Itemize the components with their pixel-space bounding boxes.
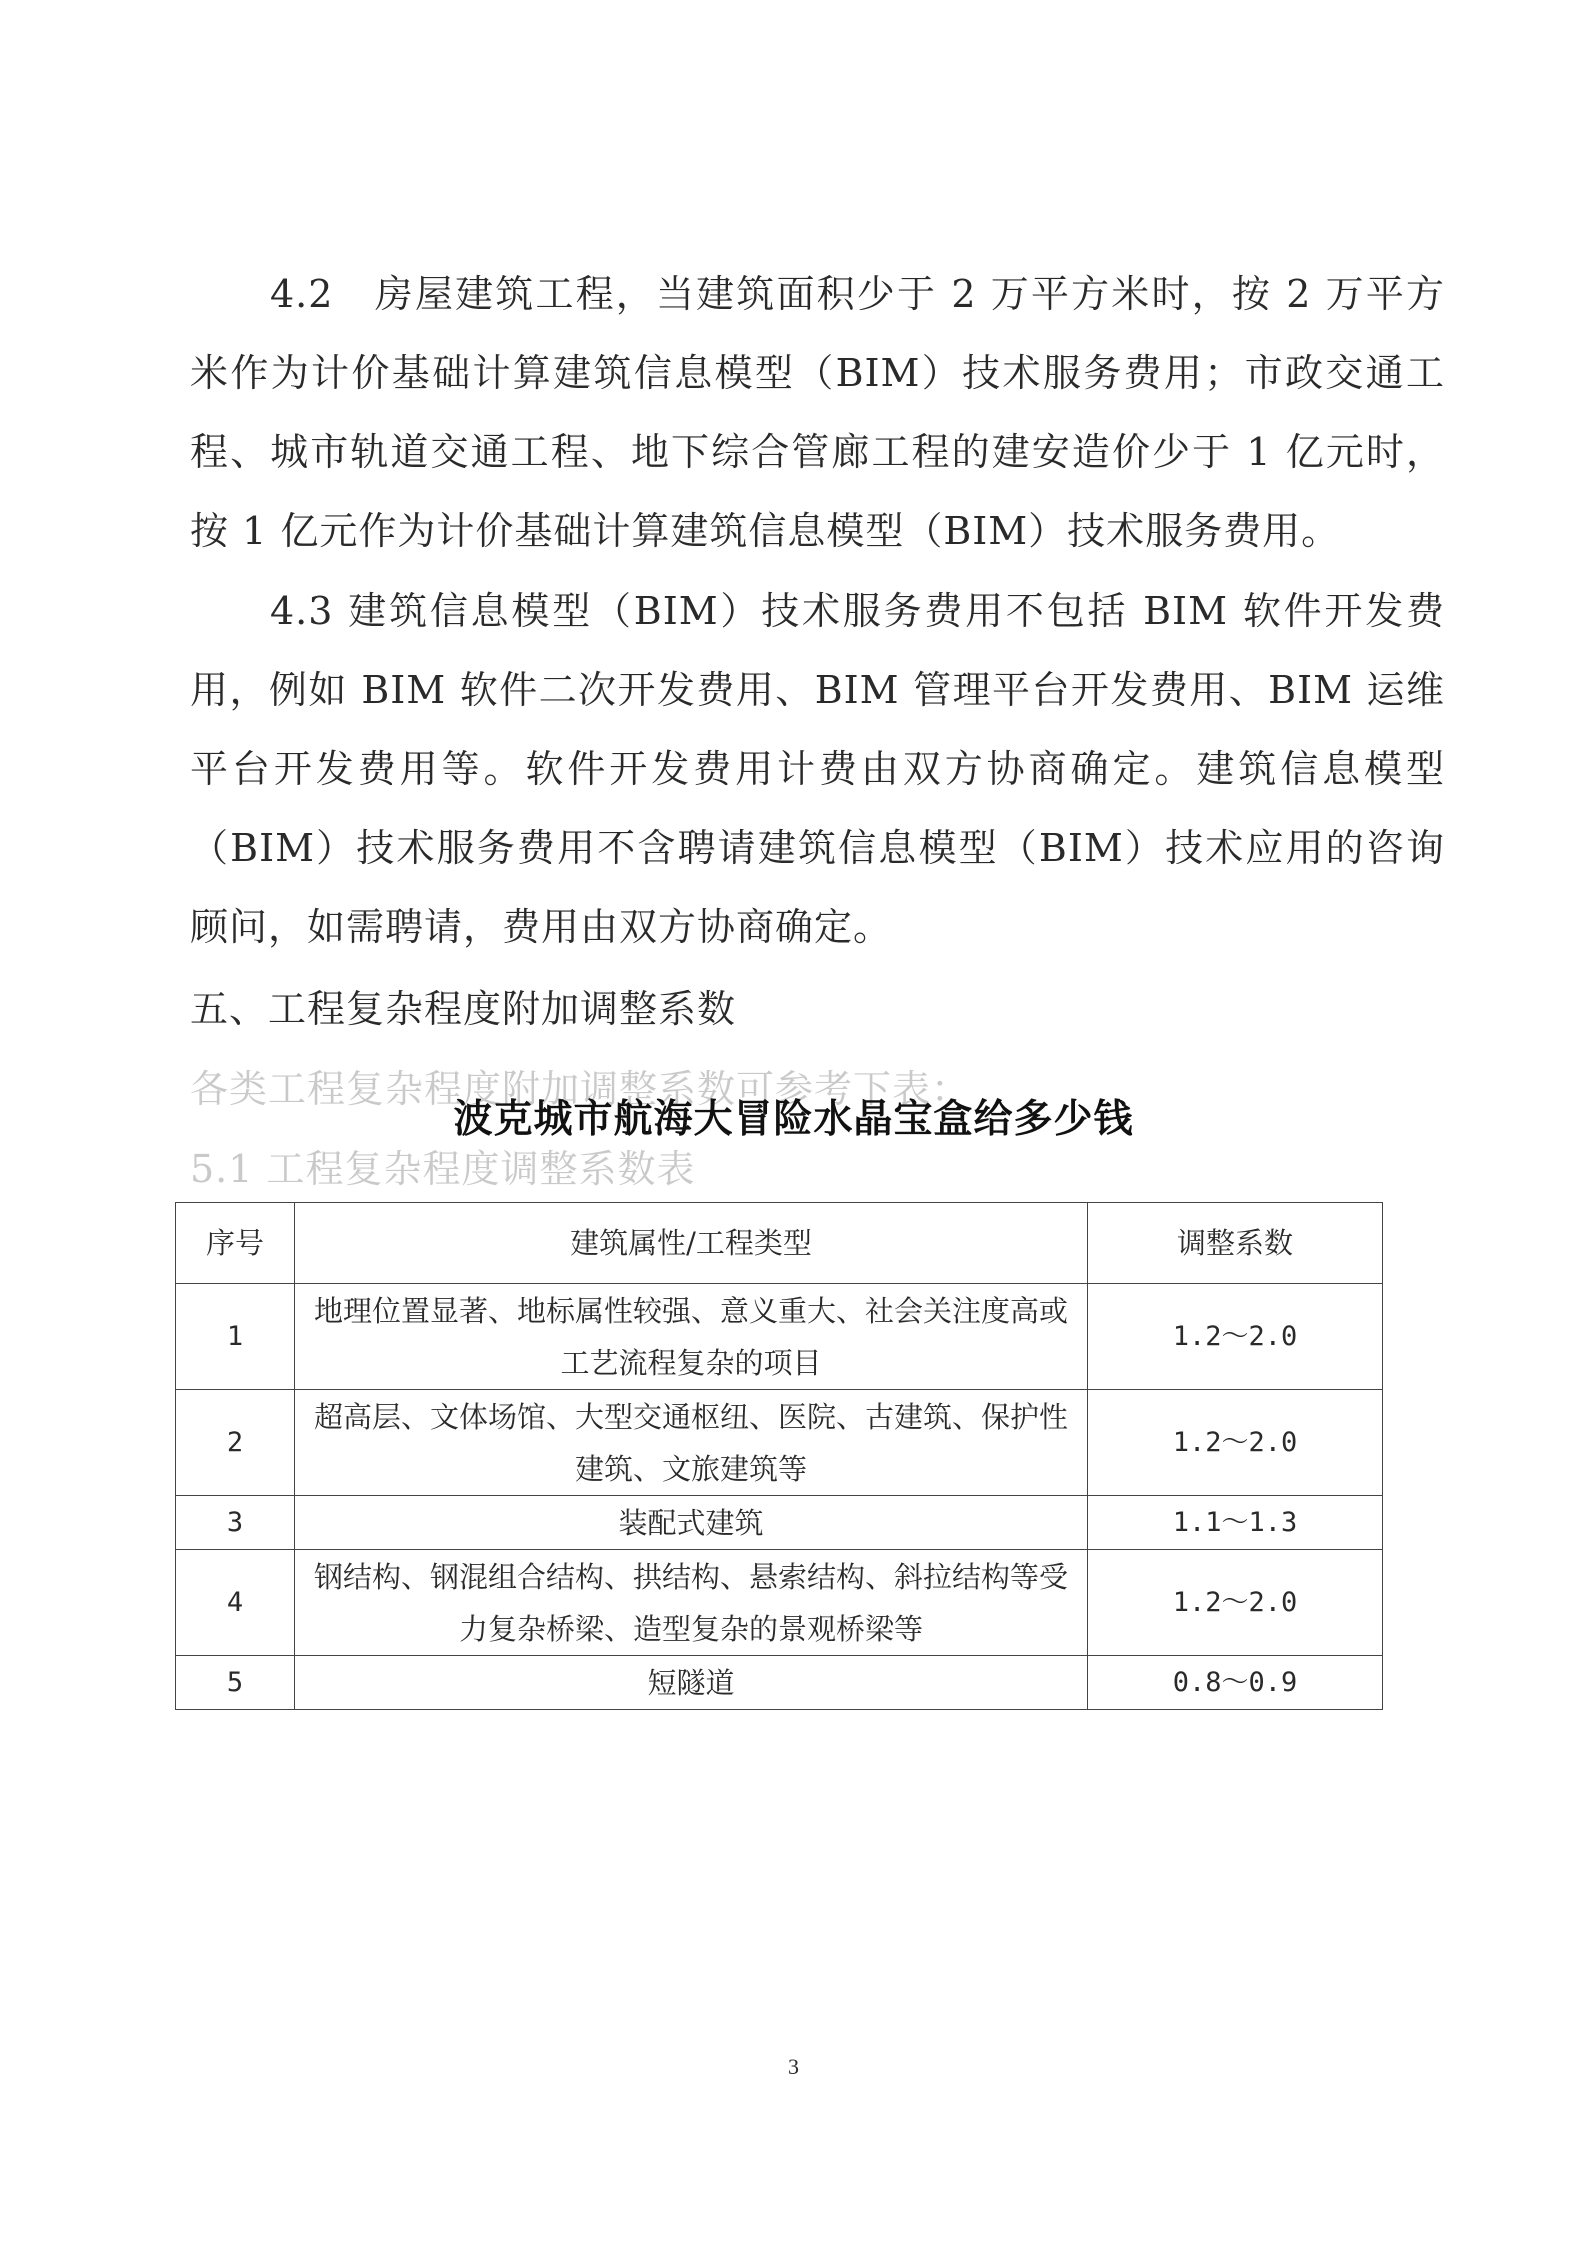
header-type: 建筑属性/工程类型 <box>295 1203 1088 1284</box>
table-caption: 5.1 工程复杂程度调整系数表 <box>190 1147 696 1191</box>
header-coef: 调整系数 <box>1088 1203 1383 1284</box>
table-row <box>176 1390 1383 1496</box>
row-type: 超高层、文体场馆、大型交通枢纽、医院、古建筑、保护性建筑、文旅建筑等 <box>295 1390 1088 1496</box>
table-header-row <box>176 1203 1383 1284</box>
table-row <box>176 1550 1383 1656</box>
row-coef: 1.2～2.0 <box>1088 1390 1383 1496</box>
row-no: 3 <box>176 1496 295 1550</box>
row-type: 钢结构、钢混组合结构、拱结构、悬索结构、斜拉结构等受力复杂桥梁、造型复杂的景观桥梁等 <box>295 1550 1088 1656</box>
section-5-heading: 五、工程复杂程度附加调整系数 <box>190 987 737 1031</box>
paragraph-4-2 <box>190 255 1445 571</box>
page-number: 3 <box>788 2054 799 2079</box>
section-5-intro: 各类工程复杂程度附加调整系数可参考下表： <box>190 1067 971 1111</box>
overlay-title: 波克城市航海大冒险水晶宝盒给多少钱 <box>453 1097 1134 1142</box>
row-coef: 1.2～2.0 <box>1088 1550 1383 1656</box>
coefficient-table <box>175 1202 1383 1710</box>
row-no: 1 <box>176 1284 295 1390</box>
paragraph-4-3 <box>190 572 1445 967</box>
paragraph-4-3-text: 4.3 建筑信息模型（BIM）技术服务费用不包括 BIM 软件开发费用，例如 BIM 软件二次开发费用、BIM 管理平台开发费用、BIM 运维平台开发费用等。软件开发费用计费由双方协商确定。建筑信息模型（BIM）技术服务费用不含聘请建筑信息模型（BIM）技术应用的咨询顾问，如需聘请，费用由双方协商确定。 <box>190 589 1445 949</box>
row-type: 装配式建筑 <box>295 1496 1088 1550</box>
row-type: 短隧道 <box>295 1656 1088 1710</box>
row-no: 4 <box>176 1550 295 1656</box>
row-coef: 1.2～2.0 <box>1088 1284 1383 1390</box>
table-row <box>176 1656 1383 1710</box>
paragraph-4-2-text: 4.2 房屋建筑工程，当建筑面积少于 2 万平方米时，按 2 万平方米作为计价基础计算建筑信息模型（BIM）技术服务费用；市政交通工程、城市轨道交通工程、地下综合管廊工程的建安造价少于 1 亿元时，按 1 亿元作为计价基础计算建筑信息模型（BIM）技术服务费用。 <box>190 272 1445 553</box>
row-no: 5 <box>176 1656 295 1710</box>
table-row <box>176 1496 1383 1550</box>
table-row <box>176 1284 1383 1390</box>
header-no: 序号 <box>176 1203 295 1284</box>
row-coef: 0.8～0.9 <box>1088 1656 1383 1710</box>
row-type: 地理位置显著、地标属性较强、意义重大、社会关注度高或工艺流程复杂的项目 <box>295 1284 1088 1390</box>
row-coef: 1.1～1.3 <box>1088 1496 1383 1550</box>
row-no: 2 <box>176 1390 295 1496</box>
